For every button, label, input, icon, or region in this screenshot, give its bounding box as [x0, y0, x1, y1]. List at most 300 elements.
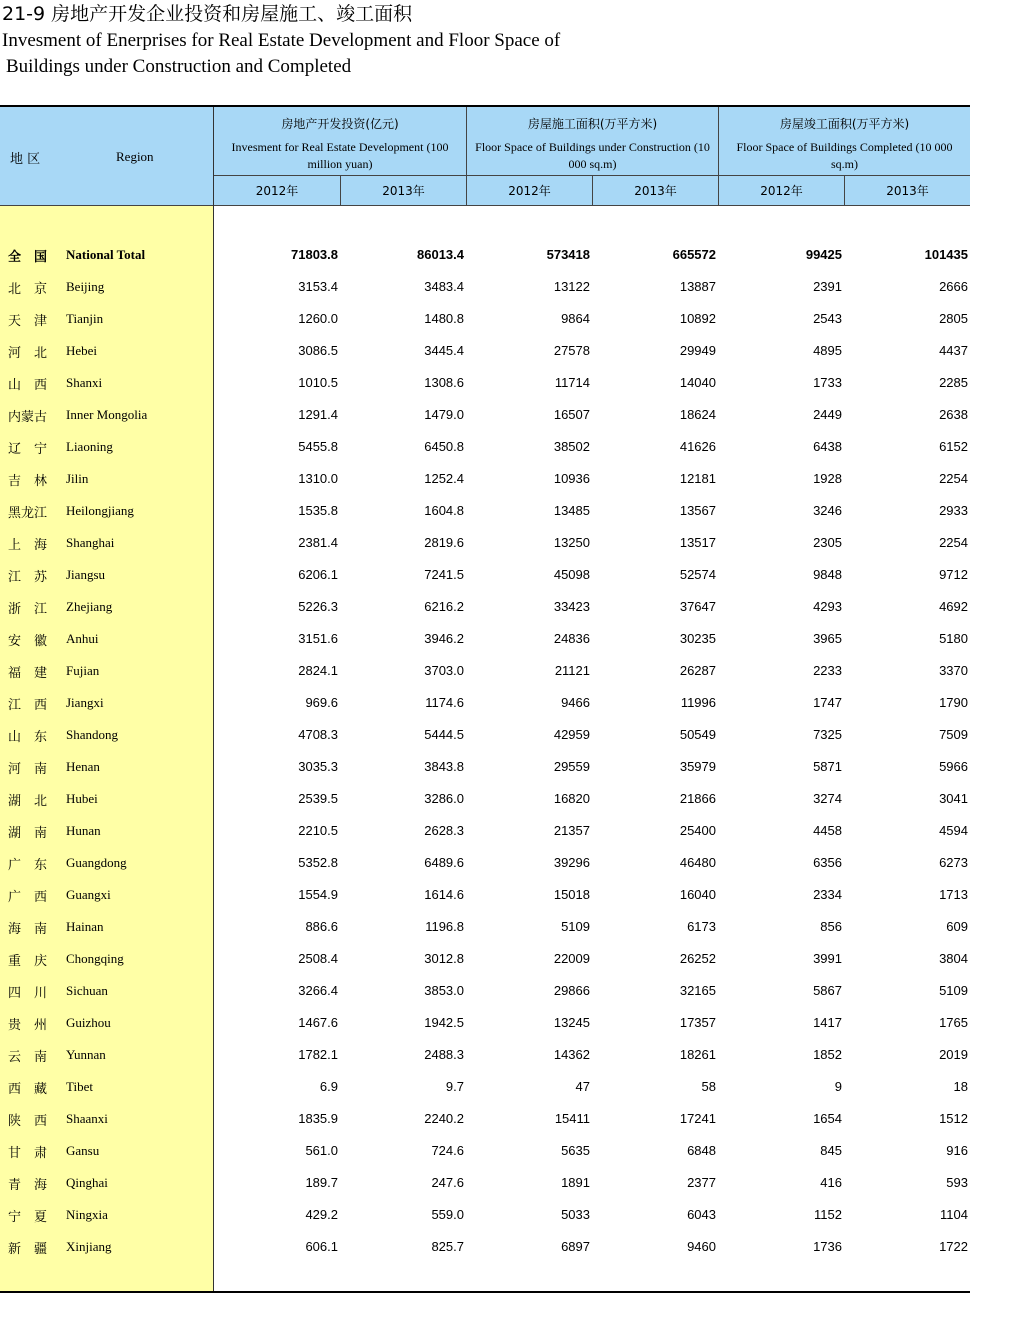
table-row [0, 782, 970, 814]
table-cell-value: 1891 [561, 1175, 590, 1190]
table-cell-value: 16040 [679, 887, 716, 902]
page-title-en-line2: Buildings under Construction and Completed [6, 56, 352, 77]
table-cell-value: 32165 [679, 983, 716, 998]
table-cell-value: 17241 [679, 1111, 716, 1126]
table-cell-value: 969.6 [305, 695, 338, 710]
table-cell-value: 6848 [687, 1143, 716, 1158]
table-cell-value: 3965 [813, 631, 842, 646]
table-row [0, 366, 970, 398]
region-name-en: Shanghai [66, 535, 115, 550]
table-cell-value: 5033 [561, 1207, 590, 1222]
table-cell-value: 6356 [813, 855, 842, 870]
table-cell-value: 3804 [939, 951, 968, 966]
region-name-cn: 陕 西 [8, 1114, 48, 1129]
region-name-en: Guizhou [66, 1015, 111, 1030]
table-cell-value: 2377 [687, 1175, 716, 1190]
region-name-en: Chongqing [66, 951, 124, 966]
table-cell-value: 6173 [687, 919, 716, 934]
table-cell-value: 22009 [553, 951, 590, 966]
table-cell-value: 21866 [679, 791, 716, 806]
table-cell-value: 5226.3 [298, 599, 338, 614]
table-row [0, 302, 970, 334]
table-cell-value: 573418 [546, 247, 590, 262]
region-header-cn: 地 区 [10, 152, 41, 167]
table-cell-value: 6489.6 [424, 855, 464, 870]
table-cell-value: 17357 [679, 1015, 716, 1030]
table-row [0, 558, 970, 590]
table-cell-value: 13887 [679, 279, 716, 294]
table-cell-value: 2805 [939, 311, 968, 326]
table-cell-value: 6450.8 [424, 439, 464, 454]
table-cell-value: 1535.8 [298, 503, 338, 518]
region-name-en: Tianjin [66, 311, 104, 326]
region-name-en: Jiangxi [66, 695, 104, 710]
table-cell-value: 2233 [813, 663, 842, 678]
region-name-cn: 新 疆 [8, 1242, 48, 1257]
table-row [0, 1198, 970, 1230]
table-cell-value: 2488.3 [424, 1047, 464, 1062]
table-cell-value: 3483.4 [424, 279, 464, 294]
table-cell-value: 2210.5 [298, 823, 338, 838]
table-cell-value: 189.7 [305, 1175, 338, 1190]
region-name-en: Beijing [66, 279, 105, 294]
table-cell-value: 24836 [553, 631, 590, 646]
table-cell-value: 2666 [939, 279, 968, 294]
table-row [0, 494, 970, 526]
group-header-investment-cn: 房地产开发投资(亿元) [281, 117, 399, 131]
table-cell-value: 18261 [679, 1047, 716, 1062]
table-cell-value: 1308.6 [424, 375, 464, 390]
table-cell-value: 845 [820, 1143, 842, 1158]
table-cell-value: 6043 [687, 1207, 716, 1222]
region-name-en: Guangdong [66, 855, 127, 870]
table-row [0, 622, 970, 654]
table-cell-value: 886.6 [305, 919, 338, 934]
table-cell-value: 1928 [813, 471, 842, 486]
year-header: 2012年 [508, 184, 551, 198]
region-name-cn: 内蒙古 [8, 410, 48, 425]
table-cell-value: 46480 [679, 855, 716, 870]
table-cell-value: 39296 [553, 855, 590, 870]
table-cell-value: 1614.6 [424, 887, 464, 902]
table-row [0, 1038, 970, 1070]
table-cell-value: 606.1 [305, 1239, 338, 1254]
table-cell-value: 5180 [939, 631, 968, 646]
table-cell-value: 3041 [939, 791, 968, 806]
table-cell-value: 1736 [813, 1239, 842, 1254]
table-cell-value: 21121 [554, 663, 590, 678]
region-name-en: Hebei [66, 343, 98, 358]
table-cell-value: 26252 [679, 951, 716, 966]
table-cell-value: 559.0 [431, 1207, 464, 1222]
region-name-en: Hubei [66, 791, 98, 806]
region-name-en: Fujian [66, 663, 100, 678]
region-name-cn: 上 海 [8, 538, 48, 553]
table-cell-value: 1512 [939, 1111, 968, 1126]
region-name-cn: 青 海 [8, 1178, 48, 1193]
table-cell-value: 9 [834, 1079, 842, 1094]
table-cell-value: 2449 [813, 407, 842, 422]
table-cell-value: 15411 [554, 1111, 590, 1126]
region-name-cn: 全 国 [8, 250, 48, 265]
table-cell-value: 1782.1 [298, 1047, 338, 1062]
region-name-en: Henan [66, 759, 100, 774]
region-name-cn: 湖 北 [8, 794, 48, 809]
table-cell-value: 1733 [813, 375, 842, 390]
table-cell-value: 1852 [813, 1047, 842, 1062]
table-cell-value: 12181 [679, 471, 716, 486]
year-header: 2012年 [760, 184, 803, 198]
table-cell-value: 561.0 [305, 1143, 338, 1158]
table-cell-value: 7241.5 [424, 567, 464, 582]
year-header: 2013年 [634, 184, 677, 198]
table-cell-value: 3086.5 [298, 343, 338, 358]
table-cell-value: 1480.8 [424, 311, 464, 326]
region-name-en: Shaanxi [66, 1111, 108, 1126]
table-cell-value: 1654 [813, 1111, 842, 1126]
region-name-en: Guangxi [66, 887, 111, 902]
region-name-cn: 河 南 [8, 762, 48, 777]
table-cell-value: 4895 [813, 343, 842, 358]
table-cell-value: 7509 [939, 727, 968, 742]
table-row [0, 1134, 970, 1166]
table-cell-value: 1942.5 [424, 1015, 464, 1030]
table-cell-value: 2254 [939, 471, 968, 486]
table-cell-value: 29949 [679, 343, 716, 358]
table-cell-value: 1479.0 [424, 407, 464, 422]
table-row [0, 814, 970, 846]
table-cell-value: 2254 [939, 535, 968, 550]
table-cell-value: 6152 [939, 439, 968, 454]
table-cell-value: 1291.4 [298, 407, 338, 422]
table-cell-value: 2824.1 [298, 663, 338, 678]
table-cell-value: 2285 [939, 375, 968, 390]
table-cell-value: 3445.4 [424, 343, 464, 358]
table-row [0, 974, 970, 1006]
table-cell-value: 5109 [561, 919, 590, 934]
table-cell-value: 247.6 [431, 1175, 464, 1190]
table-cell-value: 27578 [553, 343, 590, 358]
region-name-cn: 辽 宁 [8, 442, 48, 457]
region-name-en: Zhejiang [66, 599, 113, 614]
table-cell-value: 2391 [813, 279, 842, 294]
region-name-cn: 江 西 [8, 698, 48, 713]
region-name-cn: 广 东 [8, 858, 48, 873]
table-cell-value: 1174.6 [425, 695, 464, 710]
table-row [0, 910, 970, 942]
region-name-cn: 湖 南 [8, 826, 48, 841]
region-name-cn: 北 京 [8, 282, 48, 297]
table-cell-value: 4692 [939, 599, 968, 614]
table-cell-value: 5871 [813, 759, 842, 774]
table-cell-value: 6897 [561, 1239, 590, 1254]
table-cell-value: 13245 [553, 1015, 590, 1030]
table-cell-value: 2305 [813, 535, 842, 550]
table-cell-value: 1747 [813, 695, 842, 710]
table-row [0, 398, 970, 430]
table-cell-value: 29559 [553, 759, 590, 774]
table-row [0, 1230, 970, 1262]
table-row [0, 270, 970, 302]
region-name-en: Jiangsu [66, 567, 105, 582]
table-cell-value: 2628.3 [424, 823, 464, 838]
table-row [0, 942, 970, 974]
table-cell-value: 14362 [553, 1047, 590, 1062]
table-cell-value: 9460 [687, 1239, 716, 1254]
table-cell-value: 30235 [679, 631, 716, 646]
table-cell-value: 99425 [805, 247, 842, 262]
table-row [0, 846, 970, 878]
region-name-cn: 浙 江 [8, 602, 48, 617]
table-cell-value: 38502 [553, 439, 590, 454]
region-name-cn: 宁 夏 [8, 1210, 48, 1225]
table-bottom-rule [0, 1291, 970, 1293]
table-cell-value: 3843.8 [424, 759, 464, 774]
region-name-cn: 四 川 [8, 986, 48, 1001]
table-row [0, 718, 970, 750]
table-row [0, 334, 970, 366]
region-name-en: Ningxia [66, 1207, 108, 1222]
region-name-en: Heilongjiang [66, 503, 134, 518]
table-cell-value: 1554.9 [298, 887, 338, 902]
group-header-investment-en: Invesment for Real Estate Development (100 million yuan) [231, 140, 449, 171]
table-cell-value: 1260.0 [298, 311, 338, 326]
table-cell-value: 4458 [813, 823, 842, 838]
table-cell-value: 3035.3 [298, 759, 338, 774]
region-name-en: Sichuan [66, 983, 108, 998]
table-cell-value: 11996 [680, 695, 716, 710]
table-cell-value: 6.9 [319, 1079, 338, 1094]
table-row [0, 238, 970, 270]
table-cell-value: 1152 [814, 1207, 842, 1222]
region-name-en: Liaoning [66, 439, 113, 454]
table-cell-value: 15018 [553, 887, 590, 902]
table-cell-value: 1467.6 [298, 1015, 338, 1030]
table-row [0, 430, 970, 462]
table-cell-value: 4708.3 [298, 727, 338, 742]
table-cell-value: 416 [820, 1175, 842, 1190]
table-cell-value: 86013.4 [417, 247, 464, 262]
table-cell-value: 2508.4 [298, 951, 338, 966]
table-cell-value: 3266.4 [298, 983, 338, 998]
region-name-en: Shanxi [66, 375, 103, 390]
table-cell-value: 825.7 [431, 1239, 464, 1254]
table-cell-value: 3274 [813, 791, 842, 806]
table-cell-value: 3370 [939, 663, 968, 678]
table-cell-value: 26287 [679, 663, 716, 678]
table-row [0, 462, 970, 494]
table-cell-value: 14040 [679, 375, 716, 390]
table-cell-value: 9.7 [445, 1079, 464, 1094]
table-cell-value: 13122 [553, 279, 590, 294]
region-name-cn: 西 藏 [8, 1082, 48, 1097]
table-cell-value: 52574 [679, 567, 716, 582]
table-cell-value: 45098 [553, 567, 590, 582]
region-name-en: Hunan [66, 823, 101, 838]
region-name-en: Tibet [66, 1079, 93, 1094]
table-cell-value: 2933 [939, 503, 968, 518]
table-cell-value: 11714 [554, 375, 590, 390]
table-row [0, 1006, 970, 1038]
table-cell-value: 5966 [939, 759, 968, 774]
table-cell-value: 1417 [813, 1015, 842, 1030]
table-cell-value: 9864 [561, 311, 590, 326]
year-header: 2013年 [886, 184, 929, 198]
table-cell-value: 5444.5 [424, 727, 464, 742]
table-cell-value: 1104 [940, 1207, 968, 1222]
table-cell-value: 13517 [679, 535, 716, 550]
table-cell-value: 10892 [679, 311, 716, 326]
table-cell-value: 665572 [672, 247, 716, 262]
table-cell-value: 9848 [813, 567, 842, 582]
table-cell-value: 25400 [679, 823, 716, 838]
table-row [0, 526, 970, 558]
table-cell-value: 1722 [939, 1239, 968, 1254]
region-name-cn: 河 北 [8, 346, 48, 361]
region-name-cn: 山 东 [8, 730, 48, 745]
region-name-en: Qinghai [66, 1175, 108, 1190]
region-name-cn: 重 庆 [8, 954, 48, 969]
group-header-construction-en: Floor Space of Buildings under Construction (10 000 sq.m) [475, 140, 710, 171]
table-cell-value: 9712 [939, 567, 968, 582]
table-cell-value: 2543 [813, 311, 842, 326]
table-cell-value: 3246 [813, 503, 842, 518]
region-header-en: Region [116, 149, 154, 164]
table-cell-value: 609 [946, 919, 968, 934]
table-cell-value: 1010.5 [298, 375, 338, 390]
table-cell-value: 3286.0 [424, 791, 464, 806]
table-cell-value: 3012.8 [424, 951, 464, 966]
table-cell-value: 3946.2 [424, 631, 464, 646]
region-name-en: Shandong [66, 727, 118, 742]
table-cell-value: 33423 [553, 599, 590, 614]
region-name-cn: 云 南 [8, 1050, 48, 1065]
year-header: 2012年 [255, 184, 299, 198]
table-cell-value: 58 [701, 1079, 716, 1094]
table-cell-value: 71803.8 [291, 247, 338, 262]
table-cell-value: 5352.8 [298, 855, 338, 870]
table-cell-value: 3153.4 [298, 279, 338, 294]
table-cell-value: 3853.0 [424, 983, 464, 998]
region-name-en: Jilin [66, 471, 89, 486]
table-cell-value: 21357 [553, 823, 590, 838]
table-cell-value: 6438 [813, 439, 842, 454]
group-header-construction-cn: 房屋施工面积(万平方米) [527, 117, 658, 131]
table-cell-value: 1252.4 [424, 471, 464, 486]
table-cell-value: 35979 [679, 759, 716, 774]
table-cell-value: 1713 [939, 887, 968, 902]
table-cell-value: 50549 [679, 727, 716, 742]
table-cell-value: 3703.0 [424, 663, 464, 678]
table-cell-value: 6206.1 [298, 567, 338, 582]
table-cell-value: 724.6 [431, 1143, 464, 1158]
table-cell-value: 5635 [561, 1143, 590, 1158]
table-cell-value: 6216.2 [424, 599, 464, 614]
region-name-cn: 安 徽 [8, 634, 48, 649]
page-title: 21-9 房地产开发企业投资和房屋施工、竣工面积 [2, 3, 413, 25]
group-header-completed-cn: 房屋竣工面积(万平方米) [779, 117, 910, 131]
table-cell-value: 47 [575, 1079, 590, 1094]
table-cell-value: 2019 [939, 1047, 968, 1062]
table-cell-value: 856 [820, 919, 842, 934]
table-cell-value: 429.2 [305, 1207, 338, 1222]
table-cell-value: 3151.6 [298, 631, 338, 646]
table-row [0, 686, 970, 718]
region-name-cn: 山 西 [8, 378, 48, 393]
year-header: 2013年 [382, 184, 425, 198]
table-cell-value: 5867 [813, 983, 842, 998]
table-cell-value: 13250 [553, 535, 590, 550]
table-cell-value: 4293 [813, 599, 842, 614]
table-cell-value: 18 [953, 1079, 968, 1094]
region-name-en: Anhui [66, 631, 99, 646]
table-cell-value: 101435 [924, 247, 968, 262]
table-cell-value: 1765 [939, 1015, 968, 1030]
region-name-en: Yunnan [66, 1047, 106, 1062]
table-row [0, 1070, 970, 1102]
table-cell-value: 29866 [553, 983, 590, 998]
table-row [0, 878, 970, 910]
region-name-cn: 甘 肃 [8, 1146, 48, 1161]
table-cell-value: 2381.4 [298, 535, 338, 550]
region-name-cn: 福 建 [8, 666, 48, 681]
table-cell-value: 2334 [813, 887, 842, 902]
table-cell-value: 3991 [813, 951, 842, 966]
table-cell-value: 6273 [939, 855, 968, 870]
table-row [0, 1102, 970, 1134]
table-cell-value: 37647 [679, 599, 716, 614]
group-header-completed-en: Floor Space of Buildings Completed (10 000 sq.m) [736, 140, 953, 171]
region-name-cn: 贵 州 [8, 1018, 48, 1033]
table-cell-value: 4594 [939, 823, 968, 838]
region-name-cn: 吉 林 [8, 474, 48, 489]
region-name-en: Hainan [66, 919, 104, 934]
table-cell-value: 1196.8 [425, 919, 464, 934]
region-name-cn: 黑龙江 [8, 506, 48, 521]
table-cell-value: 10936 [553, 471, 590, 486]
table-cell-value: 2819.6 [424, 535, 464, 550]
table-row [0, 1166, 970, 1198]
region-name-en: Xinjiang [66, 1239, 112, 1254]
table-row [0, 654, 970, 686]
table-row [0, 750, 970, 782]
table-cell-value: 2638 [939, 407, 968, 422]
table-row [0, 590, 970, 622]
table-cell-value: 5455.8 [298, 439, 338, 454]
table-cell-value: 42959 [553, 727, 590, 742]
region-name-en: Gansu [66, 1143, 100, 1158]
table-cell-value: 16507 [553, 407, 590, 422]
table-cell-value: 13567 [679, 503, 716, 518]
table-cell-value: 5109 [939, 983, 968, 998]
table-cell-value: 16820 [553, 791, 590, 806]
table-cell-value: 1790 [939, 695, 968, 710]
table-cell-value: 2539.5 [298, 791, 338, 806]
table-cell-value: 13485 [553, 503, 590, 518]
region-name-en: Inner Mongolia [66, 407, 148, 422]
table-cell-value: 4437 [939, 343, 968, 358]
table-cell-value: 18624 [679, 407, 716, 422]
region-name-cn: 广 西 [8, 890, 48, 905]
table-cell-value: 916 [946, 1143, 968, 1158]
region-name-cn: 江 苏 [8, 570, 48, 585]
table-cell-value: 2240.2 [424, 1111, 464, 1126]
region-name-cn: 海 南 [8, 922, 48, 937]
table-cell-value: 1835.9 [298, 1111, 338, 1126]
table-cell-value: 7325 [813, 727, 842, 742]
table-cell-value: 1604.8 [424, 503, 464, 518]
table-cell-value: 9466 [561, 695, 590, 710]
